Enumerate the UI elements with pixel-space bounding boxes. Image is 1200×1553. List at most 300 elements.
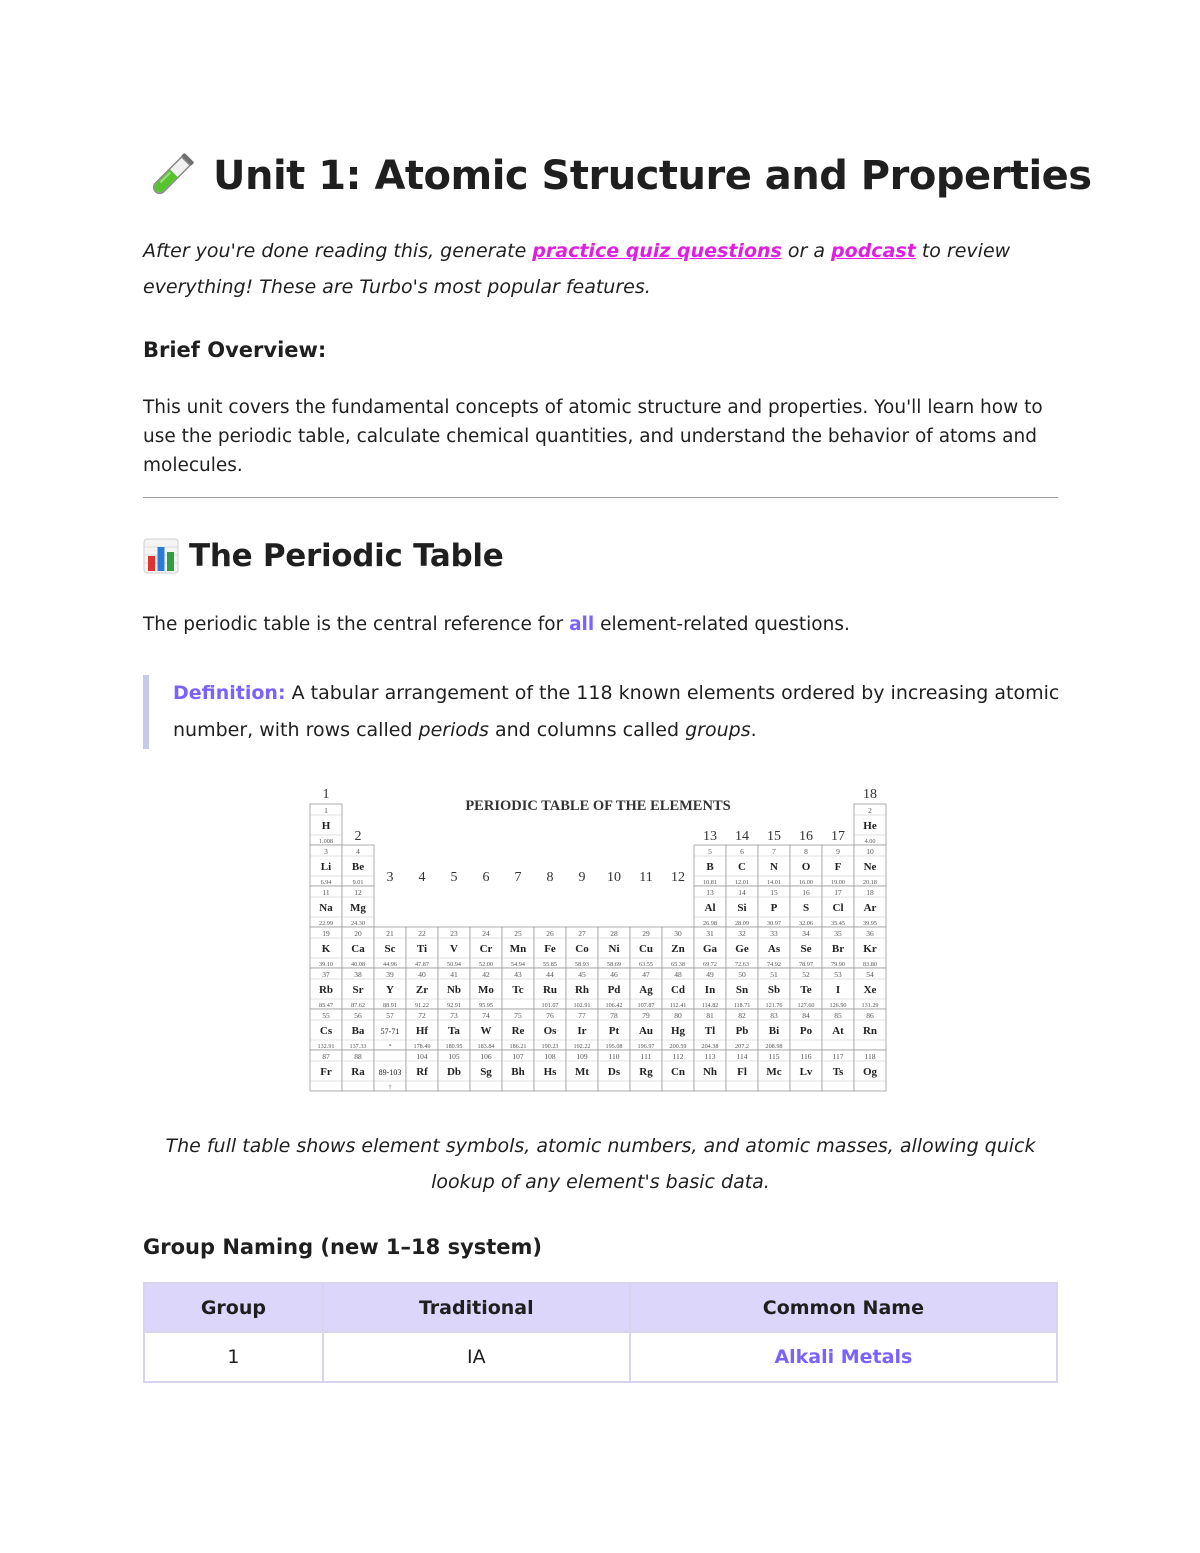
element-cell bbox=[854, 927, 886, 968]
element-symbol: Ar bbox=[863, 902, 877, 914]
atomic-mass: 196.97 bbox=[637, 1043, 655, 1050]
atomic-mass: 12.01 bbox=[735, 879, 749, 886]
atomic-mass: 39.10 bbox=[319, 961, 333, 968]
atomic-number: 12 bbox=[354, 888, 362, 897]
element-cell bbox=[470, 968, 502, 1009]
element-symbol: Kr bbox=[863, 943, 877, 955]
element-symbol: P bbox=[770, 902, 778, 914]
element-symbol: Bh bbox=[511, 1066, 525, 1078]
atomic-mass: 91.22 bbox=[415, 1002, 429, 1009]
element-cell bbox=[822, 886, 854, 927]
atomic-mass: 6.94 bbox=[320, 879, 332, 886]
element-cell bbox=[310, 845, 342, 886]
atomic-number: 22 bbox=[418, 929, 426, 938]
atomic-mass: 69.72 bbox=[703, 961, 717, 968]
atomic-mass: 190.23 bbox=[541, 1043, 559, 1050]
element-symbol: F bbox=[834, 861, 842, 873]
atomic-number: 32 bbox=[738, 929, 746, 938]
group-label: 9 bbox=[578, 870, 586, 885]
element-symbol: K bbox=[321, 943, 331, 955]
group-label: 14 bbox=[735, 829, 749, 844]
periodic-table-image bbox=[308, 782, 893, 1094]
atomic-mass: 30.97 bbox=[767, 920, 781, 927]
element-cell bbox=[534, 927, 566, 968]
element-symbol: Hg bbox=[670, 1025, 686, 1037]
element-symbol: At bbox=[832, 1025, 844, 1037]
element-symbol: Na bbox=[319, 902, 333, 914]
group-label: 8 bbox=[546, 870, 554, 885]
element-cell bbox=[662, 927, 694, 968]
atomic-number: 20 bbox=[354, 929, 362, 938]
atomic-mass: 55.85 bbox=[543, 961, 557, 968]
cell-common-name bbox=[630, 1332, 1057, 1382]
atomic-number: 87 bbox=[322, 1052, 330, 1061]
element-symbol: He bbox=[863, 820, 877, 832]
element-symbol: Fe bbox=[544, 943, 556, 955]
atomic-number: 42 bbox=[482, 970, 490, 979]
atomic-number: 86 bbox=[866, 1011, 874, 1020]
element-cell bbox=[374, 1050, 406, 1091]
atomic-number: 5 bbox=[708, 847, 712, 856]
element-symbol: Rb bbox=[318, 984, 334, 996]
atomic-number: 46 bbox=[610, 970, 618, 979]
element-cell bbox=[630, 968, 662, 1009]
element-symbol: V bbox=[450, 943, 458, 955]
element-symbol: Ru bbox=[542, 984, 558, 996]
group-label: 13 bbox=[703, 829, 717, 844]
element-cell bbox=[566, 968, 598, 1009]
element-cell bbox=[534, 1009, 566, 1050]
atomic-mass: 208.98 bbox=[765, 1043, 783, 1050]
atomic-number: 54 bbox=[866, 970, 874, 979]
atomic-number: 47 bbox=[642, 970, 650, 979]
atomic-number: 104 bbox=[416, 1052, 428, 1061]
atomic-mass: 118.71 bbox=[733, 1002, 751, 1009]
element-cell bbox=[630, 1050, 662, 1091]
atomic-mass: 50.94 bbox=[447, 961, 461, 968]
atomic-number: 43 bbox=[514, 970, 522, 979]
element-symbol: Ag bbox=[639, 984, 653, 996]
atomic-mass: 39.95 bbox=[863, 920, 877, 927]
element-symbol: Mc bbox=[766, 1066, 782, 1078]
element-cell bbox=[758, 886, 790, 927]
element-symbol: Zn bbox=[671, 943, 685, 955]
element-cell bbox=[854, 845, 886, 886]
atomic-mass: 14.01 bbox=[767, 879, 781, 886]
atomic-number: 28 bbox=[610, 929, 618, 938]
element-cell bbox=[502, 1009, 534, 1050]
element-cell bbox=[694, 927, 726, 968]
atomic-number: 35 bbox=[834, 929, 842, 938]
element-cell bbox=[566, 1009, 598, 1050]
group-label: 2 bbox=[354, 829, 362, 844]
element-symbol: Os bbox=[543, 1025, 557, 1037]
element-cell bbox=[342, 1009, 374, 1050]
element-cell bbox=[470, 1050, 502, 1091]
element-cell bbox=[694, 886, 726, 927]
element-symbol: Cl bbox=[832, 902, 844, 914]
element-symbol: Se bbox=[800, 943, 812, 955]
element-cell bbox=[470, 1009, 502, 1050]
element-cell bbox=[342, 968, 374, 1009]
element-cell bbox=[342, 927, 374, 968]
element-symbol: Sr bbox=[352, 984, 364, 996]
group-label: 16 bbox=[799, 829, 813, 844]
element-cell bbox=[598, 1050, 630, 1091]
atomic-number: 81 bbox=[706, 1011, 714, 1020]
element-cell bbox=[694, 1050, 726, 1091]
element-symbol: Bi bbox=[768, 1025, 780, 1037]
element-cell bbox=[758, 1050, 790, 1091]
atomic-number: 56 bbox=[354, 1011, 362, 1020]
group-label: 6 bbox=[482, 870, 490, 885]
element-symbol: Sb bbox=[767, 984, 781, 996]
atomic-number: 83 bbox=[770, 1011, 778, 1020]
element-symbol: Sg bbox=[480, 1066, 492, 1078]
group-label: 5 bbox=[450, 870, 458, 885]
atomic-number: 45 bbox=[578, 970, 586, 979]
atomic-mass: 92.91 bbox=[447, 1002, 461, 1009]
overview-heading: Brief Overview: bbox=[143, 338, 327, 362]
atomic-number: 3 bbox=[324, 847, 328, 856]
atomic-mass: 131.29 bbox=[861, 1002, 879, 1009]
table-header-row bbox=[144, 1283, 1057, 1332]
element-symbol: Ge bbox=[735, 943, 749, 955]
element-symbol: Tc bbox=[512, 984, 524, 996]
group-naming-heading: Group Naming (new 1–18 system) bbox=[143, 1235, 543, 1259]
atomic-number: 27 bbox=[578, 929, 586, 938]
element-symbol: Mo bbox=[478, 984, 494, 996]
atomic-number: 116 bbox=[800, 1052, 812, 1061]
element-cell bbox=[854, 968, 886, 1009]
element-symbol: Br bbox=[831, 943, 845, 955]
element-symbol: Ga bbox=[702, 943, 718, 955]
atomic-mass: 16.00 bbox=[799, 879, 813, 886]
atomic-number: 115 bbox=[768, 1052, 780, 1061]
atomic-number: 52 bbox=[802, 970, 810, 979]
element-cell bbox=[534, 1050, 566, 1091]
atomic-number: 106 bbox=[480, 1052, 492, 1061]
element-symbol: Y bbox=[386, 984, 394, 996]
periodic-table-title: PERIODIC TABLE OF THE ELEMENTS bbox=[465, 798, 731, 814]
element-symbol: Re bbox=[511, 1025, 525, 1037]
element-cell bbox=[790, 927, 822, 968]
atomic-number: 107 bbox=[512, 1052, 524, 1061]
element-cell bbox=[342, 845, 374, 886]
element-symbol: Hf bbox=[415, 1025, 429, 1037]
atomic-mass: 19.00 bbox=[831, 879, 845, 886]
atomic-mass: 192.22 bbox=[573, 1043, 591, 1050]
test-tube-icon bbox=[143, 148, 199, 204]
element-cell bbox=[342, 1050, 374, 1091]
atomic-mass: 112.41 bbox=[669, 1002, 687, 1009]
atomic-number: 44 bbox=[546, 970, 554, 979]
element-symbol: Rh bbox=[574, 984, 590, 996]
atomic-number: 53 bbox=[834, 970, 842, 979]
element-symbol: W bbox=[480, 1025, 492, 1037]
atomic-number: 29 bbox=[642, 929, 650, 938]
atomic-number: 109 bbox=[576, 1052, 588, 1061]
atomic-number: 111 bbox=[640, 1052, 652, 1061]
element-symbol: 57-71 bbox=[380, 1027, 400, 1036]
element-cell bbox=[438, 968, 470, 1009]
atomic-number: 88 bbox=[354, 1052, 362, 1061]
atomic-number: 13 bbox=[706, 888, 714, 897]
element-cell bbox=[726, 845, 758, 886]
element-cell bbox=[406, 927, 438, 968]
page-title bbox=[143, 148, 1092, 204]
atomic-mass: 58.69 bbox=[607, 961, 621, 968]
element-symbol: S bbox=[802, 902, 810, 914]
element-symbol: Pb bbox=[735, 1025, 749, 1037]
atomic-number: 112 bbox=[672, 1052, 684, 1061]
practice-quiz-link[interactable]: practice quiz questions bbox=[532, 240, 782, 262]
element-symbol: Ra bbox=[351, 1066, 365, 1078]
emphasis-all: all bbox=[569, 614, 595, 635]
periodic-table-caption: The full table shows element symbols, atomic numbers, and atomic masses, allowing quick lookup of any element's basic data. bbox=[165, 1135, 1036, 1193]
element-symbol: H bbox=[321, 820, 331, 832]
element-symbol: Mg bbox=[350, 902, 366, 914]
atomic-mass: 137.33 bbox=[349, 1043, 367, 1050]
element-cell bbox=[726, 1050, 758, 1091]
element-cell bbox=[694, 845, 726, 886]
element-cell bbox=[342, 886, 374, 927]
term-periods: periods bbox=[418, 719, 489, 741]
element-cell bbox=[502, 927, 534, 968]
element-cell bbox=[758, 845, 790, 886]
element-symbol: Te bbox=[800, 984, 812, 996]
atomic-mass: 83.80 bbox=[863, 961, 877, 968]
element-symbol: Fl bbox=[737, 1066, 747, 1078]
atomic-mass: 204.38 bbox=[701, 1043, 719, 1050]
atomic-number: 11 bbox=[322, 888, 330, 897]
element-symbol: Zr bbox=[415, 984, 429, 996]
atomic-number: 23 bbox=[450, 929, 458, 938]
definition-label: Definition: bbox=[173, 682, 286, 704]
atomic-number: 9 bbox=[836, 847, 840, 856]
atomic-number: 26 bbox=[546, 929, 554, 938]
element-symbol: Po bbox=[799, 1025, 813, 1037]
atomic-mass: 180.95 bbox=[445, 1043, 463, 1050]
section-intro-text: The periodic table is the central reference for all element-related questions. bbox=[143, 614, 850, 635]
element-symbol: Lv bbox=[799, 1066, 813, 1078]
atomic-number: 114 bbox=[736, 1052, 748, 1061]
element-symbol: Cs bbox=[319, 1025, 333, 1037]
element-symbol: Ts bbox=[832, 1066, 844, 1078]
element-symbol: Sc bbox=[384, 943, 396, 955]
atomic-mass: 132.91 bbox=[317, 1043, 335, 1050]
atomic-mass: 28.09 bbox=[735, 920, 749, 927]
atomic-mass: 183.84 bbox=[477, 1043, 495, 1050]
atomic-mass: 126.90 bbox=[829, 1002, 847, 1009]
element-symbol: As bbox=[767, 943, 781, 955]
atomic-mass: 78.97 bbox=[799, 961, 813, 968]
atomic-mass: 207.2 bbox=[735, 1043, 749, 1050]
column-header-common-name: Common Name bbox=[630, 1283, 1057, 1332]
atomic-mass: 85.47 bbox=[319, 1002, 333, 1009]
element-cell bbox=[662, 968, 694, 1009]
element-cell bbox=[758, 1009, 790, 1050]
element-symbol: Xe bbox=[863, 984, 877, 996]
atomic-number: 74 bbox=[482, 1011, 490, 1020]
element-cell bbox=[310, 927, 342, 968]
element-cell bbox=[854, 1050, 886, 1091]
element-symbol: 89-103 bbox=[378, 1068, 402, 1077]
element-symbol: Ni bbox=[608, 943, 620, 955]
atomic-mass: 88.91 bbox=[383, 1002, 397, 1009]
column-header-traditional: Traditional bbox=[323, 1283, 630, 1332]
atomic-number: 49 bbox=[706, 970, 714, 979]
element-symbol: Rg bbox=[639, 1066, 653, 1078]
atomic-number: 51 bbox=[770, 970, 778, 979]
atomic-mass: 40.08 bbox=[351, 961, 365, 968]
column-header-group: Group bbox=[144, 1283, 323, 1332]
element-cell bbox=[534, 968, 566, 1009]
atomic-mass: 114.82 bbox=[701, 1002, 719, 1009]
atomic-mass: 101.07 bbox=[541, 1002, 559, 1009]
element-cell bbox=[790, 1050, 822, 1091]
element-cell bbox=[470, 927, 502, 968]
element-symbol: Og bbox=[862, 1066, 878, 1078]
atomic-mass: 65.38 bbox=[671, 961, 685, 968]
element-cell bbox=[854, 804, 886, 845]
element-cell bbox=[374, 968, 406, 1009]
definition-callout: Definition: A tabular arrangement of the 118 known elements ordered by increasing atomic number, with rows called periods and columns called groups. bbox=[143, 675, 1073, 749]
atomic-number: 110 bbox=[608, 1052, 620, 1061]
element-symbol: Ti bbox=[416, 943, 428, 955]
element-symbol: C bbox=[738, 861, 746, 873]
atomic-number: 79 bbox=[642, 1011, 650, 1020]
element-symbol: Rf bbox=[416, 1066, 428, 1078]
element-cell bbox=[726, 886, 758, 927]
atomic-number: 21 bbox=[386, 929, 394, 938]
atomic-number: 10 bbox=[866, 847, 874, 856]
atomic-number: 85 bbox=[834, 1011, 842, 1020]
atomic-number: 82 bbox=[738, 1011, 746, 1020]
element-symbol: Be bbox=[351, 861, 365, 873]
element-cell bbox=[726, 968, 758, 1009]
group-label: 12 bbox=[671, 870, 685, 885]
atomic-number: 77 bbox=[578, 1011, 586, 1020]
atomic-mass: 102.91 bbox=[573, 1002, 591, 1009]
atomic-number: 4 bbox=[356, 847, 360, 856]
atomic-mass: 32.06 bbox=[799, 920, 813, 927]
element-symbol: B bbox=[706, 861, 714, 873]
atomic-number: 37 bbox=[322, 970, 330, 979]
element-symbol: Ir bbox=[577, 1025, 587, 1037]
atomic-number: 55 bbox=[322, 1011, 330, 1020]
podcast-link[interactable]: podcast bbox=[831, 240, 916, 262]
element-cell bbox=[790, 968, 822, 1009]
element-cell bbox=[598, 968, 630, 1009]
alkali-metals-link[interactable]: Alkali Metals bbox=[774, 1346, 913, 1368]
atomic-mass: 87.62 bbox=[351, 1002, 365, 1009]
element-cell bbox=[310, 1050, 342, 1091]
atomic-number: 75 bbox=[514, 1011, 522, 1020]
atomic-number: 118 bbox=[864, 1052, 876, 1061]
atomic-mass: 74.92 bbox=[767, 961, 781, 968]
group-label: 15 bbox=[767, 829, 781, 844]
atomic-number: 36 bbox=[866, 929, 874, 938]
atomic-mass: 22.99 bbox=[319, 920, 333, 927]
element-cell bbox=[630, 1009, 662, 1050]
atomic-number: 76 bbox=[546, 1011, 554, 1020]
element-symbol: Nh bbox=[702, 1066, 718, 1078]
atomic-mass: 35.45 bbox=[831, 920, 845, 927]
group-label: 18 bbox=[863, 787, 877, 802]
atomic-number: 1 bbox=[324, 806, 328, 815]
element-symbol: Db bbox=[446, 1066, 462, 1078]
element-cell bbox=[854, 886, 886, 927]
element-cell bbox=[694, 1009, 726, 1050]
page-title-text: Unit 1: Atomic Structure and Properties bbox=[213, 153, 1092, 199]
element-symbol: Ds bbox=[607, 1066, 621, 1078]
cell-traditional: IA bbox=[323, 1332, 630, 1382]
element-cell bbox=[598, 1009, 630, 1050]
atomic-number: 39 bbox=[386, 970, 394, 979]
table-row bbox=[144, 1332, 1057, 1382]
atomic-mass: 79.90 bbox=[831, 961, 845, 968]
element-symbol: Cu bbox=[638, 943, 654, 955]
atomic-number: 48 bbox=[674, 970, 682, 979]
atomic-mass: 195.08 bbox=[605, 1043, 623, 1050]
element-cell bbox=[438, 927, 470, 968]
element-symbol: Rn bbox=[862, 1025, 878, 1037]
element-symbol: I bbox=[835, 984, 841, 996]
element-cell bbox=[854, 1009, 886, 1050]
element-cell bbox=[758, 968, 790, 1009]
atomic-number: 14 bbox=[738, 888, 746, 897]
atomic-mass: 200.59 bbox=[669, 1043, 687, 1050]
element-cell bbox=[310, 804, 342, 845]
element-symbol: Mn bbox=[509, 943, 527, 955]
group-label: 1 bbox=[322, 787, 330, 802]
element-symbol: Li bbox=[320, 861, 332, 873]
element-cell bbox=[310, 886, 342, 927]
group-label: 11 bbox=[639, 870, 653, 885]
element-cell bbox=[438, 1009, 470, 1050]
atomic-mass: 9.01 bbox=[352, 879, 364, 886]
element-cell bbox=[630, 927, 662, 968]
atomic-number: 50 bbox=[738, 970, 746, 979]
atomic-mass: 63.55 bbox=[639, 961, 653, 968]
element-cell bbox=[310, 1009, 342, 1050]
element-symbol: Si bbox=[737, 902, 747, 914]
element-symbol: O bbox=[801, 861, 811, 873]
atomic-mass: * bbox=[388, 1043, 392, 1050]
atomic-number: 108 bbox=[544, 1052, 556, 1061]
atomic-mass: 24.30 bbox=[351, 920, 365, 927]
atomic-mass: 106.42 bbox=[605, 1002, 623, 1009]
atomic-mass: 107.87 bbox=[637, 1002, 655, 1009]
atomic-number: 2 bbox=[868, 806, 872, 815]
atomic-mass: 47.87 bbox=[415, 961, 429, 968]
atomic-number: 30 bbox=[674, 929, 682, 938]
term-groups: groups bbox=[685, 719, 751, 741]
overview-text: This unit covers the fundamental concepts of atomic structure and properties. You'll learn how to use the periodic table, calculate chemical quantities, and understand the behavior of atoms and molecules. bbox=[143, 397, 1043, 476]
atomic-number: 80 bbox=[674, 1011, 682, 1020]
element-cell bbox=[374, 1009, 406, 1050]
atomic-number: 38 bbox=[354, 970, 362, 979]
atomic-number: 34 bbox=[802, 929, 810, 938]
atomic-number: 8 bbox=[804, 847, 808, 856]
atomic-mass: 178.49 bbox=[413, 1043, 431, 1050]
element-cell bbox=[822, 1009, 854, 1050]
element-symbol: N bbox=[770, 861, 778, 873]
element-cell bbox=[502, 1050, 534, 1091]
element-symbol: Nb bbox=[446, 984, 462, 996]
atomic-number: 19 bbox=[322, 929, 330, 938]
